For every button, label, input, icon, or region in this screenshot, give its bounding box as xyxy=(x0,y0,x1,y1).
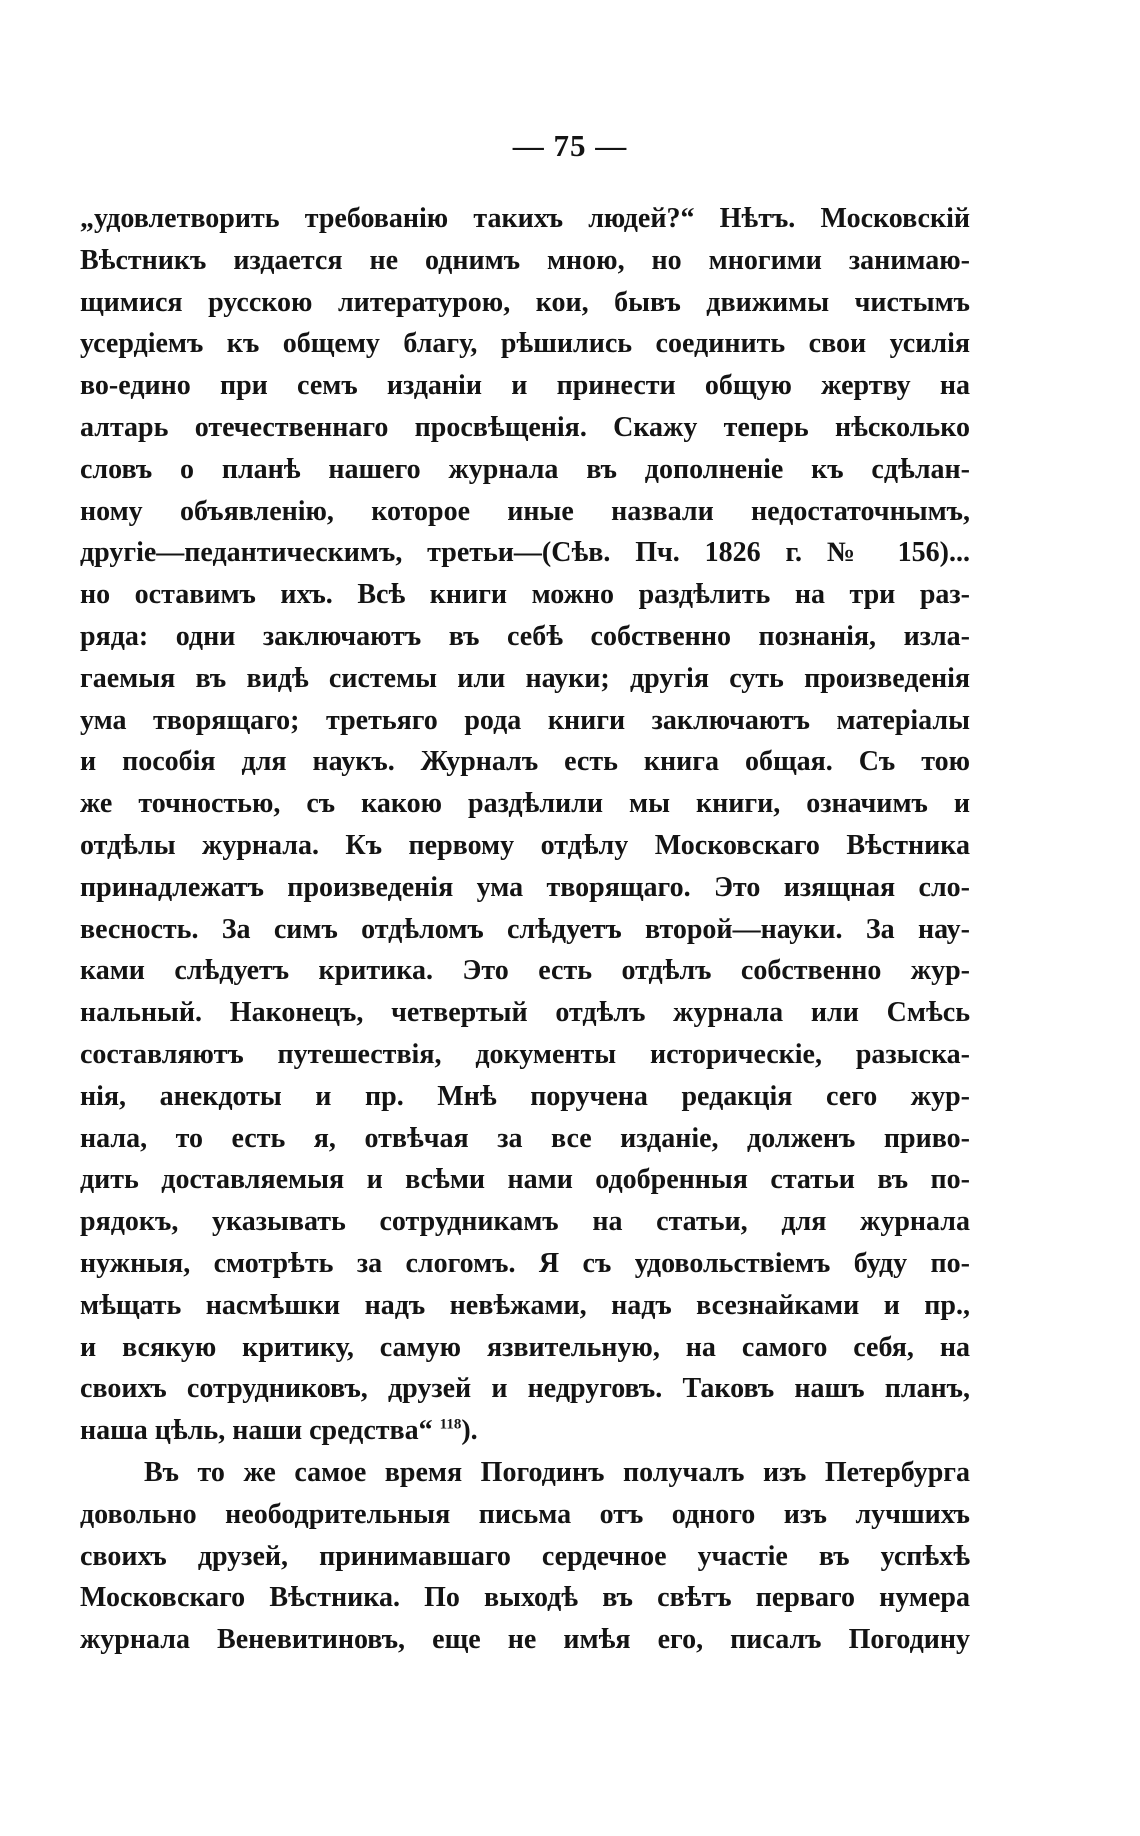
text-line: Вѣстникъ издается не однимъ мною, но многими занимаю- xyxy=(80,244,970,276)
text-line: своихъ сотрудниковъ, друзей и недруговъ. Таковъ нашъ планъ, xyxy=(80,1373,970,1405)
text-line: ума творящаго; третьяго рода книги заключаютъ матеріалы xyxy=(80,704,970,736)
text-line: составляютъ путешествія, документы историческіе, разыска- xyxy=(80,1038,970,1070)
text-line: принадлежатъ произведенія ума творящаго. Это изящная сло- xyxy=(80,871,970,903)
text-line: нальный. Наконецъ, четвертый отдѣлъ журнала или Смѣсь xyxy=(80,997,970,1029)
paragraph-1 xyxy=(80,198,970,1452)
text-line: журнала Веневитиновъ, еще не имѣя его, писалъ Погодину xyxy=(80,1624,970,1656)
text-line: нужныя, смотрѣть за слогомъ. Я съ удовольствіемъ буду по- xyxy=(80,1247,970,1279)
text-line-last xyxy=(80,1410,970,1452)
text-line: отдѣлы журнала. Къ первому отдѣлу Московскаго Вѣстника xyxy=(80,829,970,861)
text-line: своихъ друзей, принимавшаго сердечное участіе въ успѣхѣ xyxy=(80,1540,970,1572)
text-line: „удовлетворить требованію такихъ людей?“ Нѣтъ. Московскій xyxy=(80,203,970,234)
text-line: словъ о планѣ нашего журнала въ дополненіе къ сдѣлан- xyxy=(80,453,970,485)
footnote-reference: 118 xyxy=(439,1416,462,1433)
text-line: ному объявленію, которое иные назвали недостаточнымъ, xyxy=(80,495,970,527)
text-line: щимися русскою литературою, кои, бывъ движимы чистымъ xyxy=(80,286,970,318)
text-line-content: наша цѣль, наши средства“ xyxy=(80,1415,440,1447)
text-line: но оставимъ ихъ. Всѣ книги можно раздѣлить на три раз- xyxy=(80,579,970,611)
text-line: нала, то есть я, отвѣчая за все изданіе, долженъ приво- xyxy=(80,1122,970,1154)
text-line: же точностью, съ какою раздѣлили мы книги, означимъ и xyxy=(80,788,970,820)
text-line: мѣщать насмѣшки надъ невѣжами, надъ всезнайками и пр., xyxy=(80,1289,970,1321)
text-line: нія, анекдоты и пр. Мнѣ поручена редакція сего жур- xyxy=(80,1080,970,1112)
text-line: рядокъ, указывать сотрудникамъ на статьи, для журнала xyxy=(80,1206,970,1238)
text-line: во-едино при семъ изданіи и принести общую жертву на xyxy=(80,370,970,402)
body-text xyxy=(80,198,970,1661)
text-line: довольно неободрительныя письма отъ одного изъ лучшихъ xyxy=(80,1498,970,1530)
text-line: гаемыя въ видѣ системы или науки; другія суть произведенія xyxy=(80,662,970,694)
text-line: Въ то же самое время Погодинъ получалъ изъ Петербурга xyxy=(144,1456,970,1488)
text-line: весность. За симъ отдѣломъ слѣдуетъ второй—науки. За нау- xyxy=(80,913,970,945)
text-line: и пособія для наукъ. Журналъ есть книга общая. Съ тою xyxy=(80,746,970,778)
text-line: усердіемъ къ общему благу, рѣшились соединить свои усилія xyxy=(80,328,970,360)
text-line: ками слѣдуетъ критика. Это есть отдѣлъ собственно жур- xyxy=(80,955,970,987)
page-number: — 75 — xyxy=(512,128,628,163)
text-line: и всякую критику, самую язвительную, на самого себя, на xyxy=(80,1331,970,1363)
text-line-ending: ). xyxy=(461,1415,478,1447)
text-line: дить доставляемыя и всѣми нами одобренныя статьи въ по- xyxy=(80,1164,970,1196)
text-line: алтарь отечественнаго просвѣщенія. Скажу теперь нѣсколько xyxy=(80,411,970,443)
text-line: другіе—педантическимъ, третьи—(Сѣв. Пч. 1826 г. № 156)... xyxy=(80,537,970,569)
paragraph-2 xyxy=(80,1452,970,1661)
text-line: Московскаго Вѣстника. По выходѣ въ свѣтъ перваго нумера xyxy=(80,1582,970,1614)
text-line: ряда: одни заключаютъ въ себѣ собственно познанія, изла- xyxy=(80,620,970,652)
